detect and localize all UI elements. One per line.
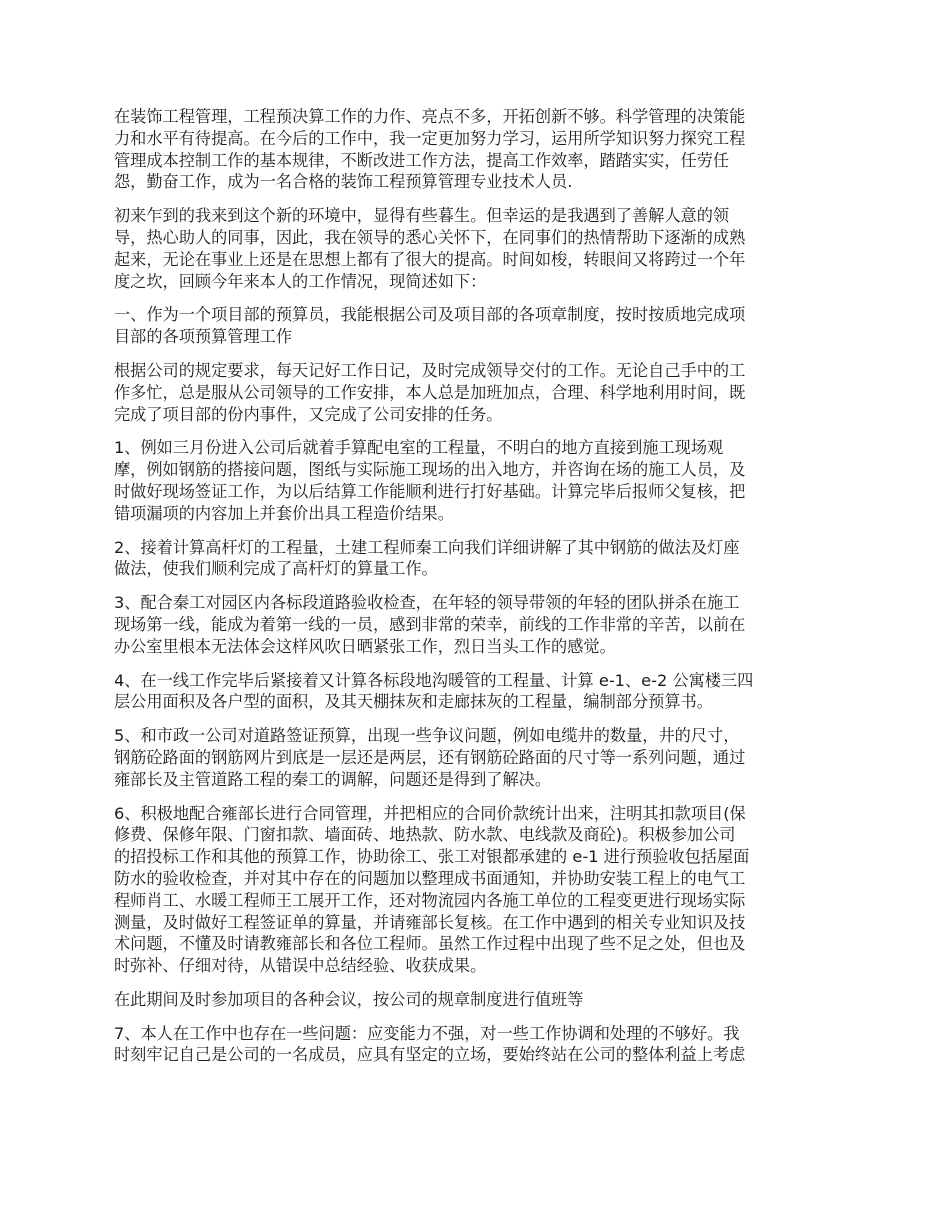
text-line: 雍部长及主管道路工程的秦工的调解，问题还是得到了解决。 [114, 769, 552, 789]
text-line: 1、例如三月份进入公司后就着手算配电室的工程量，不明白的地方直接到施工现场观 [114, 438, 724, 458]
text-line: 时做好现场签证工作，为以后结算工作能顺利进行打好基础。计算完毕后报师父复核，把 [114, 481, 746, 501]
text-line: 测量，及时做好工程签证单的算量，并请雍部长复核。在工作中遇到的相关专业知识及技 [114, 912, 746, 932]
text-line: 起来，无论在事业上还是在思想上都有了很大的提高。时间如梭，转眼间又将跨过一个年 [114, 249, 746, 269]
paragraph [114, 1023, 840, 1067]
text-line: 初来乍到的我来到这个新的环境中，显得有些暮生。但幸运的是我遇到了善解人意的领 [114, 206, 730, 226]
text-line: 度之坎，回顾今年来本人的工作情况，现简述如下： [114, 271, 487, 291]
text-line: 修费、保修年限、门窗扣款、墙面砖、地热款、防水款、电线款及商砼)。积极参加公司 [114, 825, 736, 845]
text-line: 导，热心助人的同事，因此，我在领导的悉心关怀下，在同事们的热情帮助下逐渐的成熟 [114, 227, 746, 247]
paragraph [114, 537, 840, 581]
text-line: 2、接着计算高杆灯的工程量，土建工程师秦工向我们详细讲解了其中钢筋的做法及灯座 [114, 537, 740, 557]
paragraph [114, 205, 840, 292]
text-line: 钢筋砼路面的钢筋网片到底是一层还是两层，还有钢筋砼路面的尺寸等一系列问题，通过 [114, 747, 746, 767]
text-line: 作多忙，总是服从公司领导的工作安排，本人总是加班加点，合理、科学地利用时间，既 [114, 382, 746, 402]
paragraph [114, 989, 840, 1011]
text-line: 程师肖工、水暖工程师王工展开工作，还对物流园内各施工单位的工程变更进行现场实际 [114, 890, 746, 910]
text-line: 管理成本控制工作的基本规律，不断改进工作方法，提高工作效率，踏踏实实，任劳任 [114, 150, 730, 170]
text-line: 怨，勤奋工作，成为一名合格的装饰工程预算管理专业技术人员. [114, 172, 573, 192]
paragraph [114, 106, 840, 193]
text-line: 时刻牢记自己是公司的一名成员，应具有坚定的立场，要始终站在公司的整体利益上考虑 [114, 1045, 746, 1065]
text-line: 4、在一线工作完毕后紧接着又计算各标段地沟暖管的工程量、计算 e-1、e-2 公寓楼三四 [114, 670, 754, 690]
paragraph [114, 803, 840, 977]
paragraph [114, 360, 840, 425]
text-line: 一、作为一个项目部的预算员，我能根据公司及项目部的各项章制度，按时按质地完成项 [114, 305, 746, 325]
text-line: 6、积极地配合雍部长进行合同管理，并把相应的合同价款统计出来，注明其扣款项目(保 [114, 803, 746, 823]
text-line: 7、本人在工作中也存在一些问题：应变能力不强，对一些工作协调和处理的不够好。我 [114, 1023, 740, 1043]
text-line: 的招投标工作和其他的预算工作，协助徐工、张工对银都承建的 e-1 进行预验收包括屋面 [114, 847, 750, 867]
text-line: 防水的验收检查，并对其中存在的问题加以整理成书面通知，并协助安装工程上的电气工 [114, 868, 746, 888]
text-line: 3、配合秦工对园区内各标段道路验收检查，在年轻的领导带领的年轻的团队拼杀在施工 [114, 593, 740, 613]
document-body [114, 106, 840, 1078]
text-line: 根据公司的规定要求，每天记好工作日记，及时完成领导交付的工作。无论自己手中的工 [114, 360, 746, 380]
text-line: 现场第一线，能成为着第一线的一员，感到非常的荣幸，前线的工作非常的辛苦，以前在 [114, 614, 746, 634]
text-line: 术问题，不懂及时请教雍部长和各位工程师。虽然工作过程中出现了些不足之处，但也及 [114, 934, 746, 954]
text-line: 目部的各项预算管理工作 [114, 327, 293, 347]
text-line: 办公室里根本无法体会这样风吹日晒紧张工作，烈日当头工作的感觉。 [114, 636, 616, 656]
paragraph [114, 725, 840, 790]
paragraph [114, 304, 840, 348]
text-line: 在此期间及时参加项目的各种会议，按公司的规章制度进行值班等 [114, 989, 584, 1009]
paragraph [114, 670, 840, 714]
text-line: 层公用面积及各户型的面积，及其天棚抹灰和走廊抹灰的工程量，编制部分预算书。 [114, 692, 713, 712]
text-line: 力和水平有待提高。在今后的工作中，我一定更加努力学习，运用所学知识努力探究工程 [114, 128, 746, 148]
text-line: 完成了项目部的份内事件，又完成了公司安排的任务。 [114, 404, 503, 424]
text-line: 时弥补、仔细对待，从错误中总结经验、收获成果。 [114, 956, 487, 976]
paragraph [114, 592, 840, 657]
text-line: 5、和市政一公司对道路签证预算，出现一些争议问题，例如电缆井的数量，井的尺寸， [114, 726, 740, 746]
paragraph [114, 437, 840, 524]
text-line: 做法，使我们顺利完成了高杆灯的算量工作。 [114, 559, 438, 579]
text-line: 在装饰工程管理，工程预决算工作的力作、亮点不多，开拓创新不够。科学管理的决策能 [114, 107, 746, 126]
text-line: 摩，例如钢筋的搭接问题，图纸与实际施工现场的出入地方，并咨询在场的施工人员，及 [114, 460, 746, 480]
text-line: 错项漏项的内容加上并套价出具工程造价结果。 [114, 503, 454, 523]
